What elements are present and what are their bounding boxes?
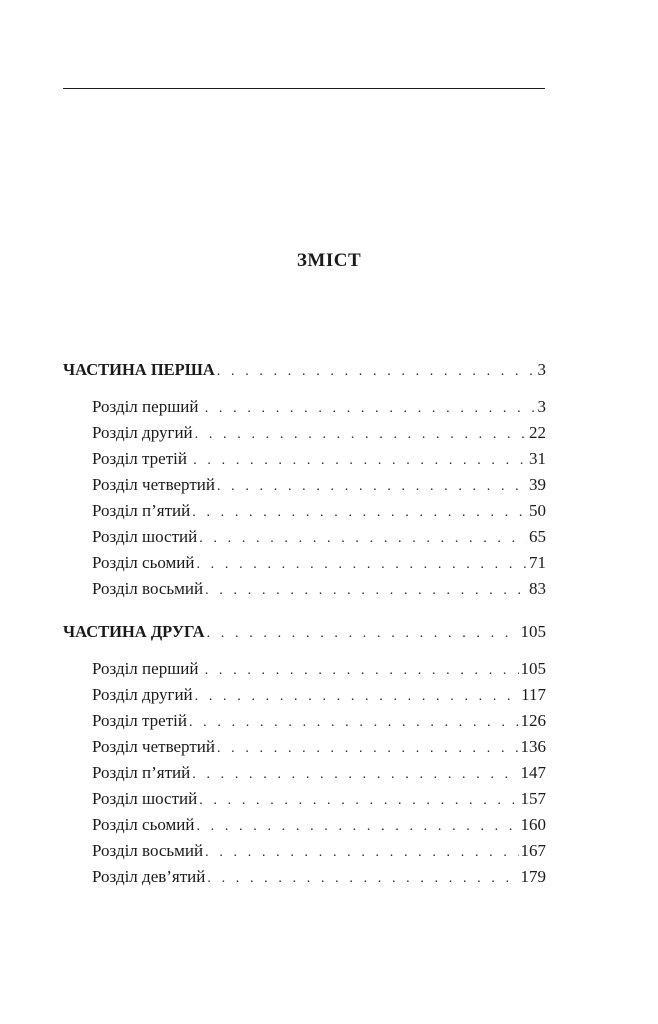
dot-leader (205, 396, 536, 422)
toc-page-number: 157 (520, 789, 546, 808)
toc-entry-label: Розділ восьмий (92, 841, 204, 860)
toc-page-number: 65 (529, 527, 546, 546)
toc-part-label: ЧАСТИНА ДРУГА (63, 622, 205, 641)
toc-page-number: 179 (520, 867, 546, 886)
toc-page-number: 71 (529, 553, 546, 572)
dot-leader (205, 578, 527, 604)
toc-entry-label: Розділ шостий (92, 527, 198, 546)
toc-entry (63, 708, 546, 734)
toc-part (63, 618, 546, 890)
toc-entry (63, 838, 546, 864)
toc-entry (63, 472, 546, 498)
toc-page-number: 160 (520, 815, 546, 834)
toc-entry-label: Розділ перший (92, 659, 203, 678)
toc-part-heading (63, 356, 546, 384)
toc-entry-label: Розділ другий (92, 685, 193, 704)
dot-leader (199, 526, 527, 552)
toc-entry (63, 656, 546, 682)
toc-entry-label: Розділ сьомий (92, 553, 195, 572)
toc-entry (63, 786, 546, 812)
toc-entry (63, 734, 546, 760)
toc-page-number: 3 (537, 360, 546, 379)
toc-page-number: 117 (521, 685, 546, 704)
dot-leader (196, 814, 518, 840)
toc-entry (63, 498, 546, 524)
toc-entry-label: Розділ третій (92, 711, 187, 730)
toc-entry (63, 576, 546, 602)
dot-leader (189, 710, 519, 736)
toc-entry-label: Розділ сьомий (92, 815, 195, 834)
dot-leader (205, 840, 518, 866)
toc-entry (63, 550, 546, 576)
toc-entry-label: Розділ третій (92, 449, 192, 468)
toc-entry-label: Розділ дев’ятий (92, 867, 206, 886)
toc-entry-label: Розділ восьмий (92, 579, 204, 598)
toc-entry-label: Розділ четвертий (92, 475, 215, 494)
toc-page-number: 105 (520, 622, 546, 641)
dot-leader (195, 684, 519, 710)
dot-leader (217, 736, 519, 762)
toc-part-heading (63, 618, 546, 646)
dot-leader (207, 866, 518, 892)
dot-leader (205, 658, 519, 684)
dot-leader (193, 448, 527, 474)
toc-page-number: 39 (529, 475, 546, 494)
toc-entry (63, 864, 546, 890)
toc-entry (63, 446, 546, 472)
dot-leader (217, 358, 536, 386)
dot-leader (195, 422, 527, 448)
toc-page-number: 83 (529, 579, 546, 598)
toc-entry (63, 420, 546, 446)
toc-entry (63, 394, 546, 420)
toc-page-number: 31 (529, 449, 546, 468)
toc-entry-label: Розділ п’ятий (92, 763, 191, 782)
toc-entry-label: Розділ четвертий (92, 737, 215, 756)
dot-leader (199, 788, 518, 814)
toc-entry-label: Розділ другий (92, 423, 193, 442)
toc-page-number: 147 (520, 763, 546, 782)
dot-leader (196, 552, 527, 578)
toc-page-number: 22 (529, 423, 546, 442)
toc-page-number: 136 (520, 737, 546, 756)
toc-part (63, 356, 546, 602)
toc-page-number: 50 (529, 501, 546, 520)
dot-leader (217, 474, 527, 500)
toc-page-number: 105 (520, 659, 546, 678)
dot-leader (192, 500, 527, 526)
dot-leader (192, 762, 518, 788)
toc-entry (63, 760, 546, 786)
page-title: ЗМІСТ (296, 250, 362, 271)
toc-page-number: 126 (520, 711, 546, 730)
table-of-contents (63, 356, 546, 890)
header-rule (63, 88, 545, 89)
toc-entry-label: Розділ перший (92, 397, 203, 416)
toc-page-number: 167 (520, 841, 546, 860)
toc-entry-label: Розділ п’ятий (92, 501, 191, 520)
toc-entry (63, 682, 546, 708)
toc-entry (63, 812, 546, 838)
toc-entry-label: Розділ шостий (92, 789, 198, 808)
toc-part-label: ЧАСТИНА ПЕРША (63, 360, 215, 379)
toc-page-number: 3 (537, 397, 546, 416)
dot-leader (207, 620, 519, 648)
toc-entry (63, 524, 546, 550)
